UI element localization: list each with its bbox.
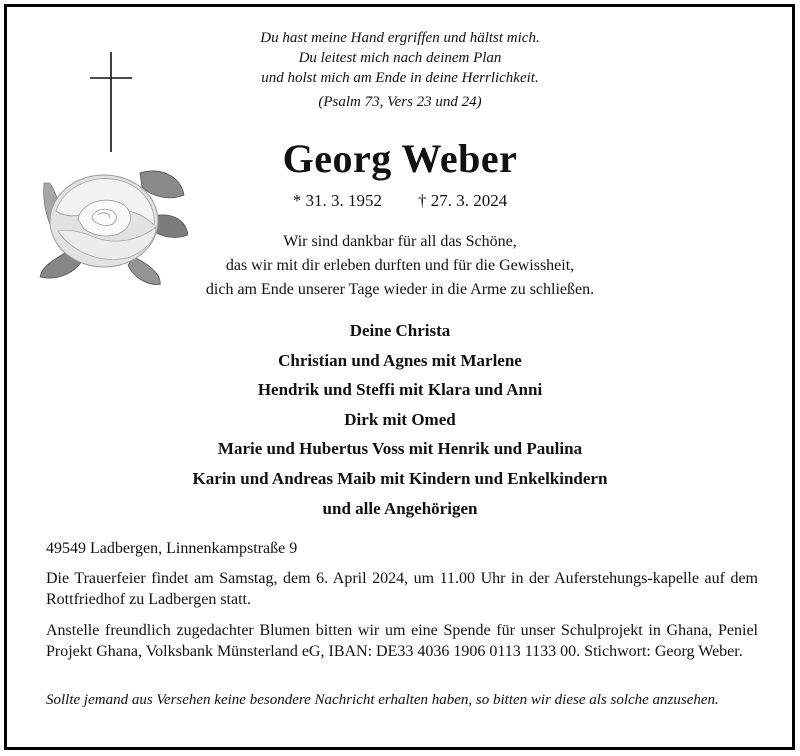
mourner-line: Karin und Andreas Maib mit Kindern und Enkelkindern bbox=[192, 468, 608, 488]
donation-request: Anstelle freundlich zugedachter Blumen bitten wir um eine Spende für unser Schulprojekt in Ghana, Peniel Projekt Ghana, Volksbank Münsterland eG, IBAN: DE33 4036 1906 0113 1133 00. Stichwort: Georg Weber. bbox=[46, 622, 758, 660]
death-date: † 27. 3. 2024 bbox=[418, 191, 508, 210]
psalm-reference: (Psalm 73, Vers 23 und 24) bbox=[318, 94, 482, 110]
thanks-line: das wir mit dir erleben durften und für die Gewissheit, bbox=[225, 257, 575, 274]
family-address: 49549 Ladbergen, Linnenkampstraße 9 bbox=[46, 540, 298, 557]
life-dates bbox=[0, 190, 800, 212]
psalm-line: und holst mich am Ende in deine Herrlichkeit. bbox=[261, 70, 539, 86]
mourners-list bbox=[0, 316, 800, 523]
birth-date: * 31. 3. 1952 bbox=[292, 191, 382, 210]
psalm-line: Du hast meine Hand ergriffen und hältst mich. bbox=[260, 30, 540, 46]
mourner-line: Hendrik und Steffi mit Klara und Anni bbox=[257, 380, 543, 400]
mourner-line: und alle Angehörigen bbox=[322, 498, 478, 518]
mourner-line: Christian und Agnes mit Marlene bbox=[278, 350, 522, 370]
psalm-verse bbox=[0, 28, 800, 112]
deceased-name: Georg Weber bbox=[282, 136, 518, 181]
funeral-info: Die Trauerfeier findet am Samstag, dem 6. April 2024, um 11.00 Uhr in der Auferstehungs-kapelle auf dem Rottfriedhof zu Ladbergen statt. bbox=[46, 570, 758, 608]
thanks-text bbox=[0, 230, 800, 302]
thanks-line: Wir sind dankbar für all das Schöne, bbox=[283, 233, 517, 250]
mourner-line: Deine Christa bbox=[349, 321, 451, 340]
mourner-line: Marie und Hubertus Voss mit Henrik und Paulina bbox=[217, 439, 583, 459]
mourner-line: Dirk mit Omed bbox=[344, 409, 456, 429]
thanks-line: dich am Ende unserer Tage wieder in die Arme zu schließen. bbox=[205, 281, 595, 298]
notice-text: Sollte jemand aus Versehen keine besondere Nachricht erhalten haben, so bitten wir diese als solche anzusehen. bbox=[46, 692, 719, 708]
psalm-line: Du leitest mich nach deinem Plan bbox=[298, 50, 502, 66]
